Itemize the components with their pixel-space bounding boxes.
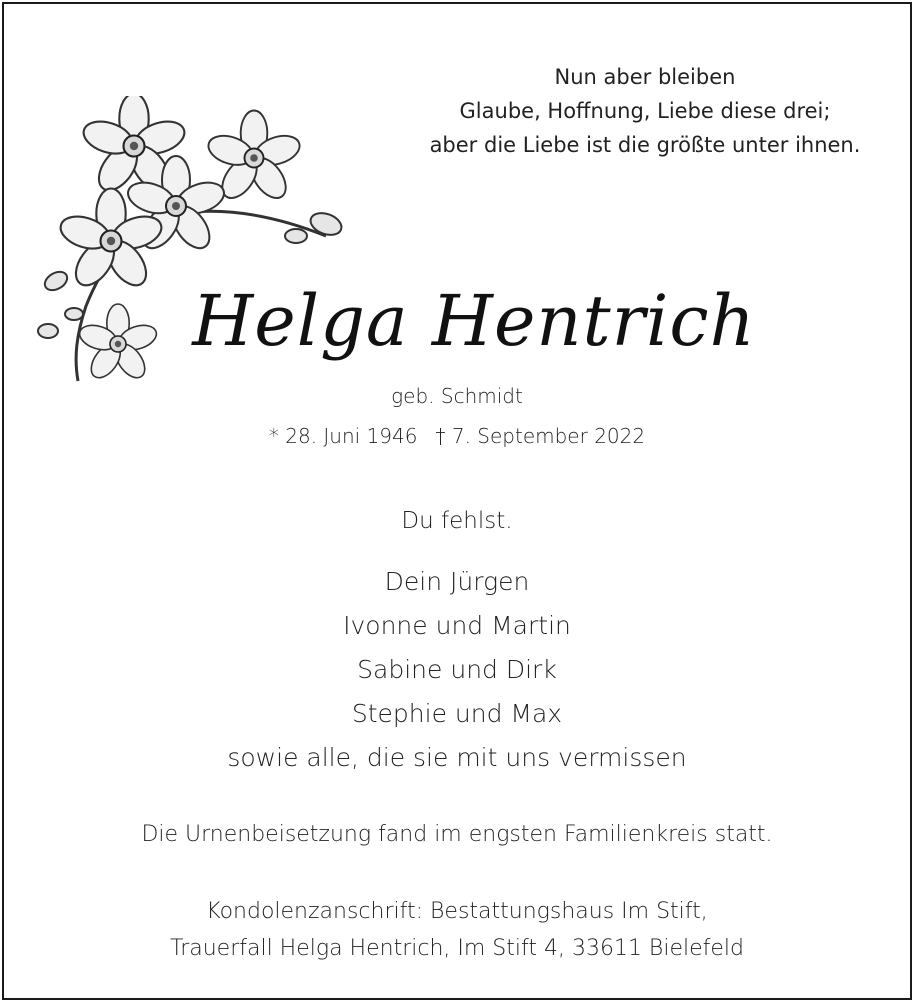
orchid-bud xyxy=(42,268,71,294)
farewell-message: Du fehlst. xyxy=(401,508,513,534)
mourner-line: Stephie und Max xyxy=(351,699,563,728)
verse-line-1: Nun aber bleiben xyxy=(554,65,736,89)
verse-line-3: aber die Liebe ist die größte unter ihnen. xyxy=(429,133,861,157)
condolence-address-line-1: Kondolenzanschrift: Bestattungshaus Im Stift, xyxy=(206,899,708,924)
orchid-bloom-lower xyxy=(76,304,159,383)
orchid-bud xyxy=(65,308,83,320)
orchid-bud xyxy=(285,229,307,243)
mourner-line: sowie alle, die sie mit uns vermissen xyxy=(227,743,687,772)
mourner-line: Ivonne und Martin xyxy=(343,611,571,640)
birth-name: geb. Schmidt xyxy=(391,384,523,408)
death-date: 7. September 2022 xyxy=(451,424,646,448)
birth-date: * 28. Juni 1946 xyxy=(268,424,418,448)
mourner-line: Dein Jürgen xyxy=(384,567,530,596)
mourner-line: Sabine und Dirk xyxy=(357,655,557,684)
orchid-bud xyxy=(308,209,345,239)
bible-verse xyxy=(402,60,888,162)
obituary-frame xyxy=(2,2,912,1000)
burial-notice: Die Urnenbeisetzung fand im engsten Familienkreis statt. xyxy=(141,822,773,847)
deceased-name: Helga Hentrich xyxy=(192,280,756,362)
condolence-address-line-2: Trauerfall Helga Hentrich, Im Stift 4, 33611 Bielefeld xyxy=(169,936,744,961)
cross-symbol: † xyxy=(435,424,446,448)
life-dates xyxy=(4,424,910,448)
orchid-bud xyxy=(38,324,58,338)
verse-line-2: Glaube, Hoffnung, Liebe diese drei; xyxy=(459,99,831,123)
